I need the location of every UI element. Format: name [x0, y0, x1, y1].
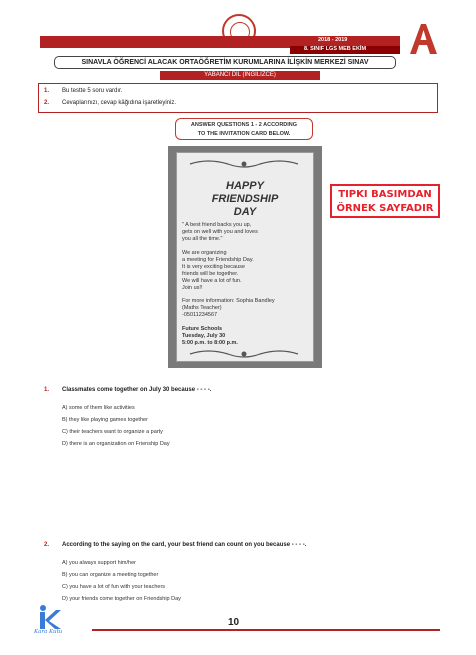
instruction-item: [44, 88, 122, 94]
answer-option: C) their teachers want to organize a party: [62, 429, 163, 435]
card-event-line: 5:00 p.m. to 8:00 p.m.: [182, 340, 238, 346]
instruction-item: [44, 100, 176, 106]
answer-option: B) they like playing games together: [62, 417, 148, 423]
card-body-line: a meeting for Friendship Day.: [182, 257, 254, 263]
card-title-line: HAPPY: [226, 180, 264, 192]
question-number: 2.: [44, 542, 50, 548]
stamp-line: TIPKI BASIMDAN: [338, 189, 432, 200]
answer-option: B) you can organize a meeting together: [62, 572, 159, 578]
answer-option: D) your friends come together on Friendship Day: [62, 596, 181, 602]
card-title: [176, 180, 314, 219]
card-body-line: friends will be together.: [182, 271, 239, 277]
kara-kutu-logo-icon: [34, 604, 64, 630]
ornament-top-icon: [188, 158, 300, 170]
card-body-line: We are organizing: [182, 250, 227, 256]
card-title-line: FRIENDSHIP: [211, 193, 279, 205]
question-text: According to the saying on the card, your best friend can count on you because - - - -.: [62, 542, 307, 548]
instruction-text: Bu testte 5 soru vardır.: [62, 88, 123, 94]
footer-divider: [92, 629, 440, 631]
page-number: 10: [228, 617, 240, 628]
card-info-line: -05011234567: [182, 312, 218, 318]
card-title-line: DAY: [233, 206, 257, 218]
school-year: 2018 - 2019: [318, 37, 348, 43]
card-event-line: Future Schools: [182, 326, 223, 332]
card-body-line: We will have a lot of fun.: [182, 278, 242, 284]
answer-option: D) there is an organization on Frienship Day: [62, 441, 170, 447]
brand-name: Kara Kutu: [34, 629, 63, 635]
card-body-line: Join us!!: [182, 285, 203, 291]
card-quote-line: gets on well with you and loves: [182, 229, 258, 235]
stamp-line: ÖRNEK SAYFADIR: [336, 203, 434, 214]
instruction-number: 1.: [44, 88, 50, 94]
answer-instruction-line: ANSWER QUESTIONS 1 - 2 ACCORDING: [190, 122, 298, 128]
answer-option: A) some of them like activities: [62, 405, 135, 411]
card-event-details: [182, 326, 238, 347]
answer-instruction-box: [175, 118, 313, 140]
card-quote-line: you all the time.": [182, 236, 223, 242]
card-body-line: It is very exciting because: [182, 264, 245, 270]
instruction-number: 2.: [44, 100, 50, 106]
answer-instruction-line: TO THE INVITATION CARD BELOW.: [197, 131, 291, 137]
card-info: [182, 298, 275, 319]
answer-option: A) you always support him/her: [62, 560, 136, 566]
card-info-line: For more information: Sophia Bandley: [182, 298, 275, 304]
instruction-text: Cevaplarınızı, cevap kâğıdına işaretleyiniz.: [62, 100, 177, 106]
question-number: 1.: [44, 387, 50, 393]
card-event-line: Tuesday, July 30: [182, 333, 226, 339]
answer-option: C) you have a lot of fun with your teachers: [62, 584, 166, 590]
subject-banner: YABANCI DİL (İNGİLİZCE): [160, 71, 320, 80]
ornament-bottom-icon: [188, 348, 300, 360]
exam-name: 8. SINIF LGS MEB EKİM: [304, 46, 367, 52]
card-quote: [182, 222, 258, 243]
card-info-line: (Maths Teacher): [182, 305, 222, 311]
sample-page-stamp: [330, 184, 440, 218]
card-body: [182, 250, 254, 292]
card-quote-line: " A best friend backs you up,: [182, 222, 252, 228]
question-text: Classmates come together on July 30 because - - - -.: [62, 387, 212, 393]
exam-title: SINAVLA ÖĞRENCİ ALACAK ORTAÖĞRETİM KURUMLARINA İLİŞKİN MERKEZİ SINAV: [54, 56, 396, 69]
publisher-a-logo-icon: [406, 22, 440, 56]
